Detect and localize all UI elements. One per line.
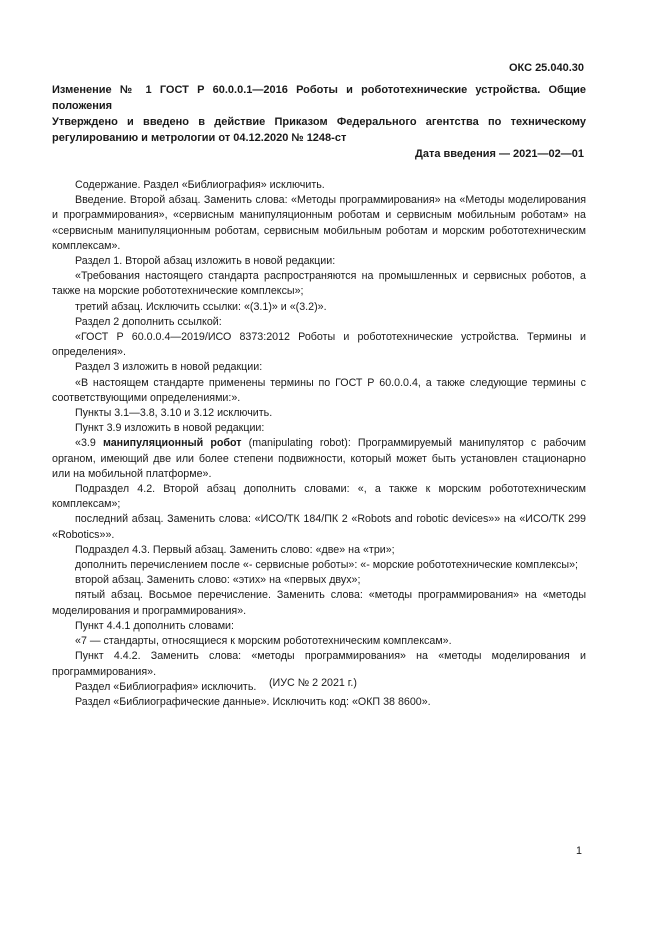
paragraph: Пункты 3.1—3.8, 3.10 и 3.12 исключить. [75,407,273,420]
amendment-body [52,178,586,710]
paragraph: Раздел «Библиографические данные». Исключить код: «ОКП 38 8600». [75,695,431,708]
paragraph: «ГОСТ Р 60.0.0.4—2019/ИСО 8373:2012 Роботы и робототехнические устройства. Термины и определения». [52,331,586,359]
approval-statement: Утверждено и введено в действие Приказом Федерального агентства по техническому регулированию и метрологии от 04.12.2020 № 1248-ст [52,116,586,144]
paragraph: «7 — стандарты, относящиеся к морским робототехническим комплексам». [75,635,452,648]
paragraph: Подраздел 4.2. Второй абзац дополнить словами: «, а также к морским робототехническим комплексам»; [52,483,586,511]
paragraph: Содержание. Раздел «Библиография» исключить. [75,179,325,191]
term-number: «3.9 [75,437,103,450]
ius-reference: (ИУС № 2 2021 г.) [269,677,357,689]
term-definition: (manipulating robot): Программируемый манипулятор с рабочим органом, имеющий две или более степени подвижности, который может быть установлен стационарно или на мобильной платформе». [52,437,586,480]
paragraph: Пункт 3.9 изложить в новой редакции: [75,422,265,435]
effective-date: Дата введения — 2021—02—01 [415,148,584,160]
paragraph: «В настоящем стандарте применены термины по ГОСТ Р 60.0.0.4, а также следующие термины с соответствующими определениями:». [52,376,586,404]
paragraph: Подраздел 4.3. Первый абзац. Заменить слово: «две» на «три»; [75,543,395,556]
paragraph: Введение. Второй абзац. Заменить слова: «Методы программирования» на «Методы моделирования и программирования», «сервисным манипуляционным роботам и сервисным мобильным роботам» на «сервисным манипуляционным роботам, сервисным мобильным роботам и морским робототехническим комплексам». [52,194,586,252]
page-number: 1 [576,845,582,857]
paragraph: Пункт 4.4.2. Заменить слова: «методы программирования» на «методы моделирования и программирования». [52,650,586,678]
paragraph: Раздел 2 дополнить ссылкой: [75,315,222,328]
oks-code: ОКС 25.040.30 [508,62,584,74]
paragraph: третий абзац. Исключить ссылки: «(3.1)» и «(3.2)». [75,300,327,313]
paragraph: второй абзац. Заменить слово: «этих» на «первых двух»; [75,574,361,587]
paragraph: пятый абзац. Восьмое перечисление. Заменить слова: «методы программирования» на «методы моделирования и программирования». [52,589,586,617]
paragraph: Раздел 3 изложить в новой редакции: [75,361,263,374]
document-title: Изменение № 1 ГОСТ Р 60.0.0.1—2016 Роботы и робототехнические устройства. Общие положения [52,84,586,112]
paragraph: Пункт 4.4.1 дополнить словами: [75,619,234,632]
paragraph: последний абзац. Заменить слова: «ИСО/ТК 184/ПК 2 «Robots and robotic devices»» на «ИСО/ТК 299 «Robotics»». [52,513,586,541]
paragraph: Раздел «Библиография» исключить. [75,680,257,693]
paragraph: дополнить перечислением после «- сервисные роботы»: «- морские робототехнические комплексы»; [75,559,578,572]
term-name: манипуляционный робот [102,437,242,450]
paragraph: «Требования настоящего стандарта распространяются на промышленных и сервисных роботов, а также на морские робототехнические комплексы»; [52,270,586,298]
paragraph: Раздел 1. Второй абзац изложить в новой редакции: [75,255,336,268]
term-definition-paragraph [52,436,586,482]
